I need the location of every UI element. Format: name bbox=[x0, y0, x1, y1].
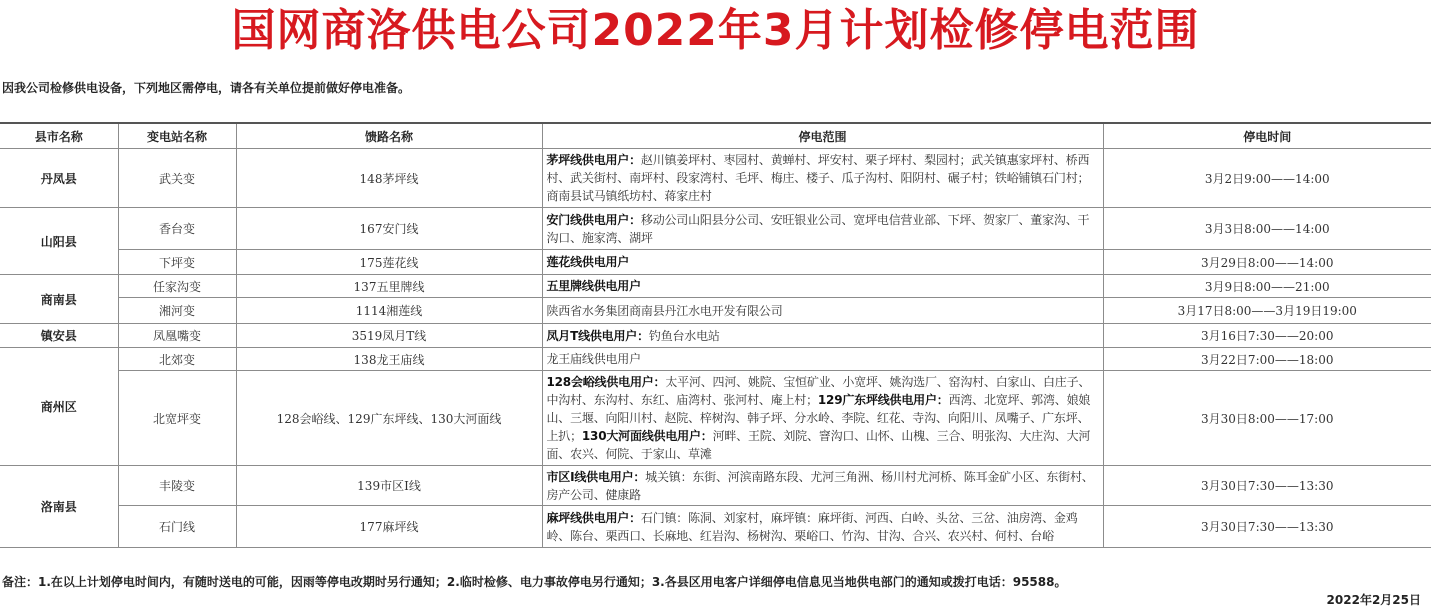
user-label: 129广东坪线供电用户： bbox=[817, 393, 949, 407]
county-cell: 商南县 bbox=[0, 275, 118, 324]
feeder-cell: 175莲花线 bbox=[236, 250, 542, 275]
scope-text: 移动公司山阳县分公司、安旺银业公司、宽坪电信营业部、下坪、贺家厂、董家沟、干沟口、施家湾、湖坪 bbox=[546, 212, 1090, 245]
scope-text: 城关镇：东街、河滨南路东段、尤河三角洲、杨川村尤河桥、陈耳金矿小区、东街村、房产公司、健康路 bbox=[546, 469, 1094, 502]
table-row bbox=[0, 324, 1431, 348]
station-cell: 凤凰嘴变 bbox=[118, 324, 236, 348]
footnote: 备注：1.在以上计划停电时间内，有随时送电的可能，因雨等停电改期时另行通知；2.临时检修、电力事故停电另行通知；3.各县区用电客户详细停电信息见当地供电部门的通知或拨打电话：95588。 bbox=[2, 575, 1067, 589]
scope-text: 石门镇：陈洞、刘家村，麻坪镇：麻坪街、河西、白岭、头岔、三岔、油房湾、金鸡岭、陈台、栗西口、长麻地、红岩沟、杨树沟、栗峪口、竹沟、甘沟、合兴、农兴村、何村、台峪 bbox=[546, 510, 1078, 543]
user-label: 麻坪线供电用户： bbox=[546, 510, 641, 525]
outage-table bbox=[0, 122, 1431, 548]
table-row bbox=[0, 371, 1431, 466]
station-cell: 石门线 bbox=[118, 506, 236, 548]
column-header-scope: 停电范围 bbox=[542, 123, 1103, 149]
feeder-cell: 3519凤月T线 bbox=[236, 324, 542, 348]
user-label: 凤月T线供电用户： bbox=[546, 328, 649, 343]
scope-cell bbox=[542, 466, 1103, 506]
user-label: 安门线供电用户： bbox=[546, 212, 641, 227]
scope-cell: 龙王庙线供电用户 bbox=[542, 348, 1103, 371]
county-cell: 山阳县 bbox=[0, 208, 118, 275]
feeder-cell: 167安门线 bbox=[236, 208, 542, 250]
scope-text: 河畔、王院、刘院、窨沟口、山怀、山槐、三合、明张沟、大庄沟、大河面、农兴、何院、于家山、草滩 bbox=[546, 429, 1091, 461]
table-row bbox=[0, 298, 1431, 324]
feeder-cell: 128会峪线、129广东坪线、130大河面线 bbox=[236, 371, 542, 466]
feeder-cell: 138龙王庙线 bbox=[236, 348, 542, 371]
feeder-cell: 177麻坪线 bbox=[236, 506, 542, 548]
scope-cell bbox=[542, 275, 1103, 298]
table-row bbox=[0, 275, 1431, 298]
time-cell: 3月17日8:00——3月19日19:00 bbox=[1103, 298, 1431, 324]
column-header-feeder: 馈路名称 bbox=[236, 123, 542, 149]
page-title: 国网商洛供电公司2022年3月计划检修停电范围 bbox=[231, 5, 1200, 56]
user-label: 茅坪线供电用户： bbox=[546, 153, 641, 167]
user-label: 市区Ⅰ线供电用户： bbox=[546, 469, 646, 484]
feeder-cell: 139市区Ⅰ线 bbox=[236, 466, 542, 506]
user-label: 128会峪线供电用户： bbox=[546, 375, 666, 389]
time-cell: 3月29日8:00——14:00 bbox=[1103, 250, 1431, 275]
table-header-row bbox=[0, 123, 1431, 149]
station-cell: 武关变 bbox=[118, 149, 236, 208]
table-row bbox=[0, 149, 1431, 208]
time-cell: 3月9日8:00——21:00 bbox=[1103, 275, 1431, 298]
time-cell: 3月2日9:00——14:00 bbox=[1103, 149, 1431, 208]
station-cell: 北郊变 bbox=[118, 348, 236, 371]
county-cell: 洛南县 bbox=[0, 466, 118, 548]
feeder-cell: 148茅坪线 bbox=[236, 149, 542, 208]
time-cell: 3月30日8:00——17:00 bbox=[1103, 371, 1431, 466]
scope-cell bbox=[542, 371, 1103, 466]
column-header-station: 变电站名称 bbox=[118, 123, 236, 149]
station-cell: 湘河变 bbox=[118, 298, 236, 324]
feeder-cell: 137五里牌线 bbox=[236, 275, 542, 298]
table-row bbox=[0, 466, 1431, 506]
intro-text: 因我公司检修供电设备，下列地区需停电，请各有关单位提前做好停电准备。 bbox=[2, 81, 411, 95]
column-header-county: 县市名称 bbox=[0, 123, 118, 149]
user-label: 130大河面线供电用户： bbox=[581, 429, 713, 443]
scope-cell bbox=[542, 506, 1103, 548]
station-cell: 丰陵变 bbox=[118, 466, 236, 506]
table-row bbox=[0, 250, 1431, 275]
station-cell: 任家沟变 bbox=[118, 275, 236, 298]
scope-text: 钓鱼台水电站 bbox=[648, 328, 720, 343]
scope-cell: 陕西省水务集团商南县丹江水电开发有限公司 bbox=[542, 298, 1103, 324]
time-cell: 3月30日7:30——13:30 bbox=[1103, 466, 1431, 506]
scope-text: 赵川镇姜坪村、枣园村、黄蝉村、坪安村、栗子坪村、梨园村；武关镇惠家坪村、桥西村、武关街村、南坪村、段家湾村、毛坪、梅庄、楼子、瓜子沟村、阳阴村、碾子村；铁峪铺镇石门村；商南县试马镇纸坊村、蒋家庄村 bbox=[546, 153, 1090, 203]
station-cell: 下坪变 bbox=[118, 250, 236, 275]
station-cell: 北宽坪变 bbox=[118, 371, 236, 466]
table-row bbox=[0, 348, 1431, 371]
time-cell: 3月16日7:30——20:00 bbox=[1103, 324, 1431, 348]
publish-date: 2022年2月25日 bbox=[1326, 593, 1421, 607]
time-cell: 3月22日7:00——18:00 bbox=[1103, 348, 1431, 371]
county-cell: 商州区 bbox=[0, 348, 118, 466]
county-cell: 镇安县 bbox=[0, 324, 118, 348]
column-header-time: 停电时间 bbox=[1103, 123, 1431, 149]
scope-cell bbox=[542, 149, 1103, 208]
table-row bbox=[0, 208, 1431, 250]
scope-cell bbox=[542, 324, 1103, 348]
time-cell: 3月3日8:00——14:00 bbox=[1103, 208, 1431, 250]
user-label: 五里牌线供电用户 bbox=[546, 279, 641, 293]
scope-cell bbox=[542, 208, 1103, 250]
scope-text: 太平河、四河、姚院、宝恒矿业、小宽坪、姚沟选厂、窑沟村、白家山、白庄子、中沟村、东沟村、东红、庙湾村、张河村、庵上村； bbox=[546, 375, 1091, 407]
scope-cell bbox=[542, 250, 1103, 275]
county-cell: 丹凤县 bbox=[0, 149, 118, 208]
feeder-cell: 1114湘莲线 bbox=[236, 298, 542, 324]
time-cell: 3月30日7:30——13:30 bbox=[1103, 506, 1431, 548]
table-row bbox=[0, 506, 1431, 548]
scope-text: 西湾、北宽坪、郭湾、娘娘山、三堰、向阳川村、赵院、梓树沟、韩子坪、分水岭、李院、红花、寺沟、向阳川、凤嘴子、广东坪、上扒； bbox=[546, 393, 1091, 443]
station-cell: 香台变 bbox=[118, 208, 236, 250]
user-label: 莲花线供电用户 bbox=[546, 255, 630, 269]
